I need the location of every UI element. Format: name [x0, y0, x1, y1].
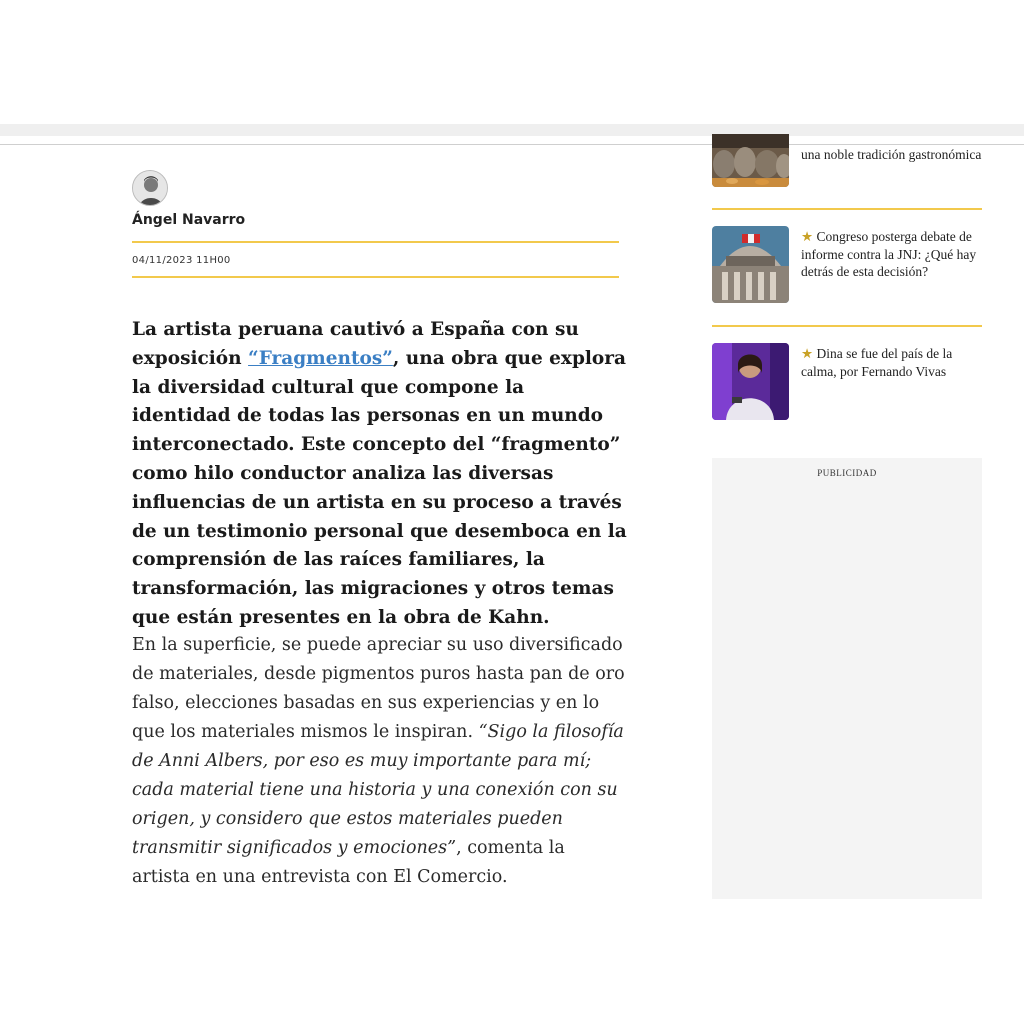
sidebar-thumb-pots: [712, 134, 789, 187]
star-icon: ★: [801, 346, 814, 361]
publish-date: 04/11/2023 11H00: [132, 255, 231, 266]
ad-label: PUBLICIDAD: [817, 468, 877, 478]
article-paragraph: [132, 631, 627, 892]
sidebar-title-text: una noble tradición gastronómica: [801, 147, 982, 162]
article-lead: [132, 316, 627, 633]
advertisement-box: [712, 458, 982, 899]
lead-text-start: La artista peruana cautivó a España con su exposición: [132, 319, 579, 369]
sidebar-thumb-dina: [712, 343, 789, 420]
sidebar-title-dina[interactable]: [801, 345, 986, 380]
sidebar-title-tradicion[interactable]: [801, 146, 986, 164]
author-photo-icon: [133, 171, 168, 206]
lead-text-end: , una obra que explora la diversidad cultural que compone la identidad de todas las personas en un mundo interconectado. Este concepto del “fragmento” como hilo conductor analiza las diversas influencias de un artista en su proceso a través de un testimonio personal que desemboca en la comprensión de las raíces familiares, la transformación, las migraciones y otros temas que están presentes en la obra de Kahn.: [132, 347, 627, 628]
congress-building-image: [712, 226, 789, 303]
fragmentos-link[interactable]: “Fragmentos”: [248, 347, 393, 369]
sidebar-item-tradicion[interactable]: [712, 134, 982, 194]
paragraph-text-start: En la superficie, se puede apreciar su uso diversificado de materiales, desde pigmentos puros hasta pan de oro falso, elecciones basadas en sus experiencias y en lo que los materiales mismos le inspiran.: [132, 635, 625, 742]
sidebar-divider-1: [712, 208, 982, 210]
paragraph-text-end: , comenta la artista en una entrevista con El Comercio.: [132, 838, 565, 887]
artist-quote: “Sigo la filosofía de Anni Albers, por eso es muy importante para mí; cada material tiene una historia y una conexión con su origen, y considero que estos materiales pueden transmitir significados y emociones”: [132, 722, 624, 858]
sidebar-title-text: Congreso posterga debate de informe contra la JNJ: ¿Qué hay detrás de esta decisión?: [801, 229, 977, 279]
author-name[interactable]: Ángel Navarro: [132, 212, 246, 228]
sidebar-divider-2: [712, 325, 982, 327]
author-divider-top: [132, 241, 619, 243]
author-divider-bottom: [132, 276, 619, 278]
sidebar-item-dina[interactable]: [712, 343, 982, 423]
sidebar-item-congreso[interactable]: [712, 226, 982, 306]
sidebar-thumb-congreso: [712, 226, 789, 303]
author-avatar[interactable]: [132, 170, 168, 206]
sidebar-title-congreso[interactable]: [801, 228, 986, 281]
sidebar-title-text: Dina se fue del país de la calma, por Fernando Vivas: [801, 346, 953, 379]
speaker-portrait-image: [712, 343, 789, 420]
star-icon: ★: [801, 229, 814, 244]
cooking-pots-image: [712, 134, 789, 187]
